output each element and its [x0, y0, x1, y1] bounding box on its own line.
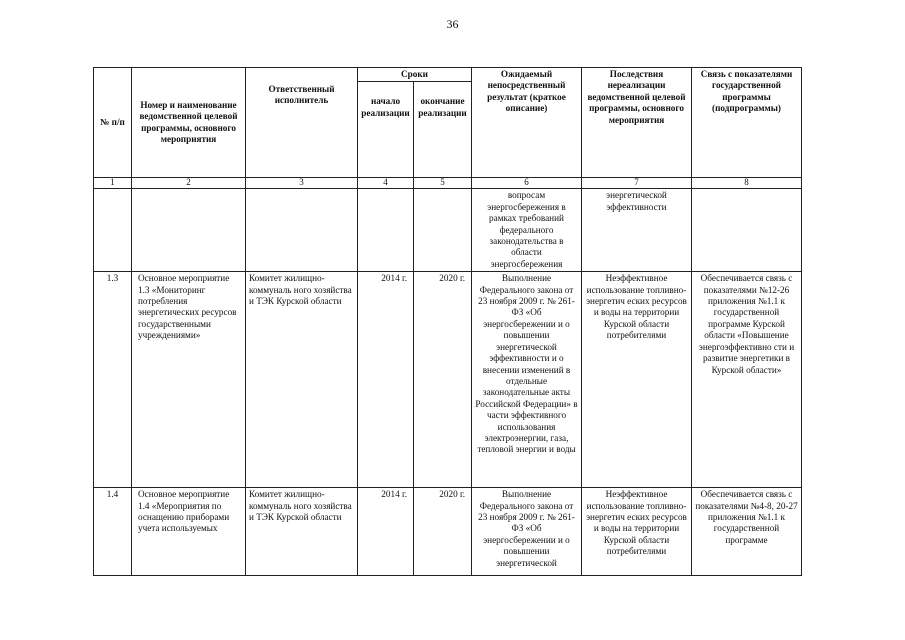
row-executor	[246, 189, 358, 272]
header-indicator-link: Связь с показателями государственной программы (подпрограммы)	[692, 68, 802, 178]
row-expected-result: Выполнение Федерального закона от 23 ноября 2009 г. № 261-ФЗ «Об энергосбережении и о повышении энергетической эффективности и о внесении изменений в отдельные законодательные акты Российской Федерации» в части эффективного использования электроэнергии, газа, тепловой энергии и воды	[472, 272, 582, 488]
row-indicator-link: Обеспечивается связь с показателями №12-26 приложения №1.1 к государственной программе Курской области «Повышение энергоэффективно сти и развитие энергетики в Курской области»	[692, 272, 802, 488]
column-number-row	[94, 178, 802, 189]
column-number: 4	[358, 178, 414, 189]
header-executor: Ответственный исполнитель	[246, 68, 358, 178]
row-start: 2014 г.	[358, 488, 414, 576]
row-number	[94, 189, 132, 272]
column-number: 1	[94, 178, 132, 189]
row-end	[414, 189, 472, 272]
row-end: 2020 г.	[414, 272, 472, 488]
column-number: 2	[132, 178, 246, 189]
row-consequences: Неэффективное использование топливно-энергетич еских ресурсов и воды на территории Курской области потребителями	[582, 488, 692, 576]
program-table	[93, 67, 802, 576]
header-start: начало реализации	[358, 82, 414, 178]
row-program-name	[132, 189, 246, 272]
table-row	[94, 488, 802, 576]
column-number: 8	[692, 178, 802, 189]
header-number: № п/п	[94, 68, 132, 178]
column-number: 5	[414, 178, 472, 189]
column-number: 7	[582, 178, 692, 189]
row-program-name: Основное мероприятие 1.3 «Мониторинг потребления энергетических ресурсов государственными учреждениями»	[132, 272, 246, 488]
row-start	[358, 189, 414, 272]
row-indicator-link	[692, 189, 802, 272]
row-start: 2014 г.	[358, 272, 414, 488]
header-row-1	[94, 68, 802, 82]
header-expected-result: Ожидаемый непосредственный результат (краткое описание)	[472, 68, 582, 178]
row-number: 1.4	[94, 488, 132, 576]
page-number: 36	[446, 17, 459, 31]
header-program-name: Номер и наименование ведомственной целевой программы, основного мероприятия	[132, 68, 246, 178]
row-executor: Комитет жилищно-коммуналь ного хозяйства и ТЭК Курской области	[246, 488, 358, 576]
row-expected-result: вопросам энергосбережения в рамках требований федерального законодательства в области энергосбережения	[472, 189, 582, 272]
table-row	[94, 272, 802, 488]
header-consequences: Последствия нереализации ведомственной целевой программы, основного мероприятия	[582, 68, 692, 178]
row-consequences: Неэффективное использование топливно-энергетич еских ресурсов и воды на территории Курской области потребителями	[582, 272, 692, 488]
row-indicator-link: Обеспечивается связь с показателями №4-8, 20-27 приложения №1.1 к государственной программе	[692, 488, 802, 576]
row-end: 2020 г.	[414, 488, 472, 576]
row-executor: Комитет жилищно-коммуналь ного хозяйства и ТЭК Курской области	[246, 272, 358, 488]
row-program-name: Основное мероприятие 1.4 «Мероприятия по оснащению приборами учета используемых	[132, 488, 246, 576]
row-consequences: энергетической эффективности	[582, 189, 692, 272]
header-end: окончание реализации	[414, 82, 472, 178]
column-number: 6	[472, 178, 582, 189]
row-expected-result: Выполнение Федерального закона от 23 ноября 2009 г. № 261-ФЗ «Об энергосбережении и о повышении энергетической	[472, 488, 582, 576]
row-number: 1.3	[94, 272, 132, 488]
header-terms: Сроки	[358, 68, 472, 82]
table-row	[94, 189, 802, 272]
column-number: 3	[246, 178, 358, 189]
